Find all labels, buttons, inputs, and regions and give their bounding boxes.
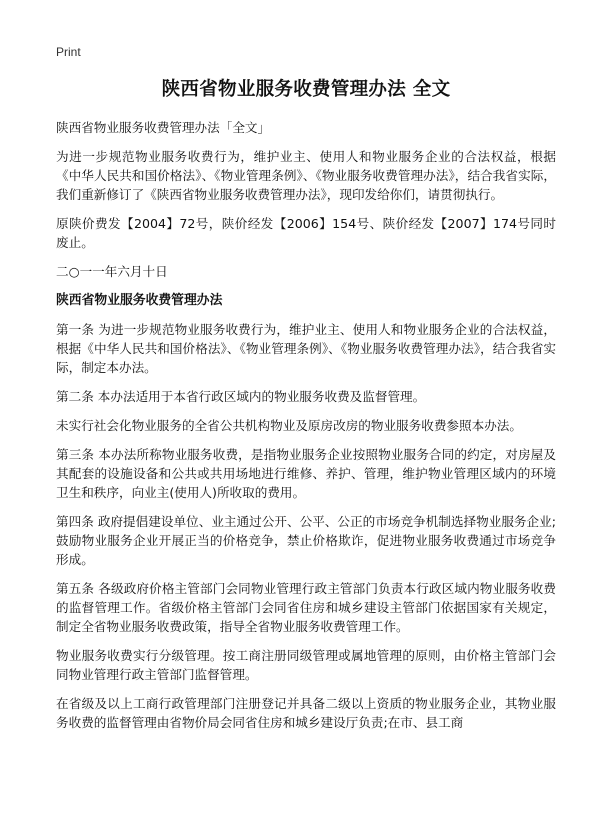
article-paragraph: 第一条 为进一步规范物业服务收费行为，维护业主、使用人和物业服务企业的合法权益，根据《中华人民共和国价格法》、《物业管理条例》、《物业服务收费管理办法》，结合我省实际，制定本办法。 bbox=[56, 322, 556, 375]
document-subtitle: 陕西省物业服务收费管理办法「全文」 bbox=[56, 120, 271, 135]
article-paragraph: 第四条 政府提倡建设单位、业主通过公开、公平、公正的市场竞争机制选择物业服务企业;鼓励物业服务企业开展正当的价格竞争，禁止价格欺诈，促进物业服务收费通过市场竞争形成。 bbox=[56, 514, 556, 567]
page-title: 陕西省物业服务收费管理办法 全文 bbox=[161, 79, 451, 100]
article-paragraph: 第二条 本办法适用于本省行政区域内的物业服务收费及监督管理。 bbox=[56, 389, 426, 404]
article-paragraph: 第五条 各级政府价格主管部门会同物业管理行政主管部门负责本行政区域内物业服务收费的监督管理工作。省级价格主管部门会同省住房和城乡建设主管部门依据国家有关规定，制定全省物业服务收费政策，指导全省物业服务收费管理工作。 bbox=[56, 581, 556, 634]
document-page bbox=[56, 44, 556, 742]
repeal-paragraph: 原陕价费发【2004】72号，陕价经发【2006】154号、陕价经发【2007】174号同时废止。 bbox=[56, 216, 556, 250]
section-heading: 陕西省物业服务收费管理办法 bbox=[56, 293, 223, 308]
article-paragraph: 在省级及以上工商行政管理部门注册登记并具备二级以上资质的物业服务企业，其物业服务收费的监督管理由省物价局会同省住房和城乡建设厅负责;在市、县工商 bbox=[56, 696, 556, 730]
article-paragraph: 未实行社会化物业服务的全省公共机构物业及原房改房的物业服务收费参照本办法。 bbox=[56, 418, 522, 433]
article-paragraph: 第三条 本办法所称物业服务收费，是指物业服务企业按照物业服务合同的约定，对房屋及其配套的设施设备和公共或共用场地进行维修、养护、管理，维护物业管理区域内的环境卫生和秩序，向业主(使用人)所收取的费用。 bbox=[56, 447, 556, 500]
article-paragraph: 物业服务收费实行分级管理。按工商注册同级管理或属地管理的原则，由价格主管部门会同物业管理行政主管部门监督管理。 bbox=[56, 648, 556, 682]
intro-paragraph: 为进一步规范物业服务收费行为，维护业主、使用人和物业服务企业的合法权益，根据《中华人民共和国价格法》、《物业管理条例》、《物业服务收费管理办法》，结合我省实际，我们重新修订了《陕西省物业服务收费管理办法》，现印发给你们，请贯彻执行。 bbox=[56, 149, 556, 202]
issue-date: 二○一一年六月十日 bbox=[56, 264, 168, 279]
print-link[interactable]: Print bbox=[56, 45, 81, 59]
